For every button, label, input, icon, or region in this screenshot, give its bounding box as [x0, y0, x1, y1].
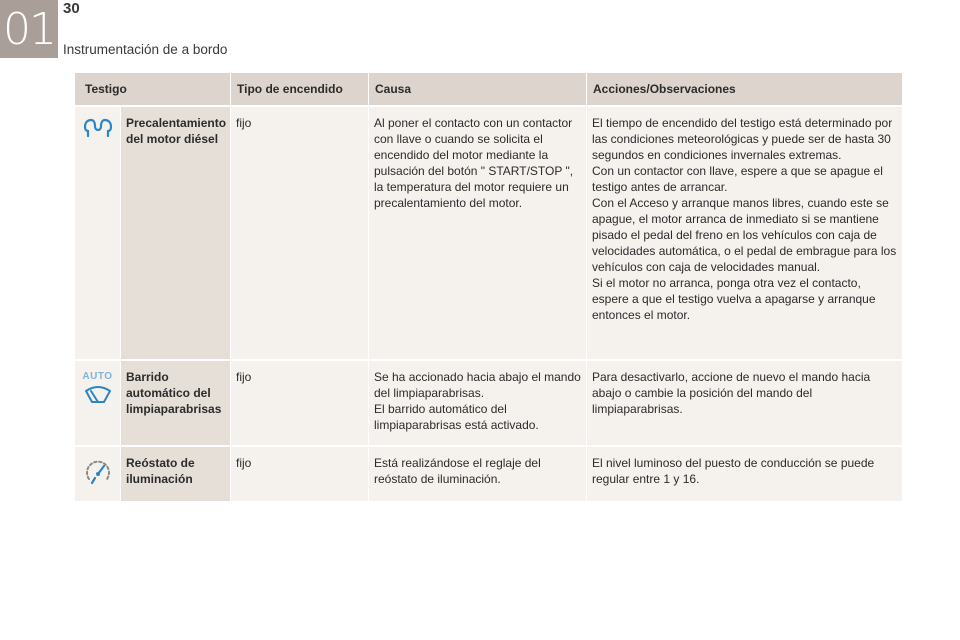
warning-name: Precalentamiento del motor diésel — [121, 105, 231, 359]
icon-cell — [75, 445, 121, 501]
table-row — [75, 359, 903, 445]
dimmer-icon — [83, 457, 113, 487]
causa-text: Está realizándose el reglaje del reóstato de iluminación. — [374, 456, 541, 486]
table-header-row — [75, 73, 903, 105]
tipo-cell: fijo — [231, 359, 369, 445]
header-acciones: Acciones/Observaciones — [587, 73, 903, 105]
causa-cell — [369, 359, 587, 445]
acciones-cell — [587, 359, 903, 445]
causa-cell — [369, 445, 587, 501]
acciones-text: Con un contactor con llave, espere a que se apague el testigo antes de arrancar. — [592, 164, 883, 194]
acciones-cell — [587, 445, 903, 501]
warning-name: Reóstato de iluminación — [121, 445, 231, 501]
table-row — [75, 445, 903, 501]
warning-name: Barrido automático del limpiaparabrisas — [121, 359, 231, 445]
causa-cell — [369, 105, 587, 359]
acciones-cell — [587, 105, 903, 359]
auto-wiper-icon — [83, 383, 113, 405]
causa-text: El barrido automático del limpiaparabrisas está activado. — [374, 402, 539, 432]
section-title: Instrumentación de a bordo — [63, 42, 228, 57]
header-tipo: Tipo de encendido — [231, 73, 369, 105]
chapter-tab: 01 — [0, 0, 58, 58]
glow-plug-icon — [83, 117, 113, 139]
tipo-cell: fijo — [231, 445, 369, 501]
acciones-text: Para desactivarlo, accione de nuevo el mando hacia abajo o cambie la posición del mando del limpiaparabrisas. — [592, 370, 871, 416]
table-row — [75, 105, 903, 359]
warning-lights-table — [75, 73, 903, 501]
page-number: 30 — [63, 0, 80, 17]
icon-cell — [75, 359, 121, 445]
acciones-text: Con el Acceso y arranque manos libres, cuando este se apague, el motor arranca de inmediato si se mantiene pisado el pedal del freno en los vehículos con caja de velocidades automática, o el pedal de embrague para los vehículos con caja de velocidades manual. — [592, 196, 897, 274]
causa-text: Al poner el contacto con un contactor con llave o cuando se solicita el encendido del motor mediante la pulsación del botón " START/STOP ", la temperatura del motor requiere un precalentamiento del motor. — [374, 116, 574, 210]
tipo-cell: fijo — [231, 105, 369, 359]
header-causa: Causa — [369, 73, 587, 105]
header-testigo: Testigo — [75, 73, 231, 105]
acciones-text: El nivel luminoso del puesto de conducción se puede regular entre 1 y 16. — [592, 456, 875, 486]
acciones-text: Si el motor no arranca, ponga otra vez el contacto, espere a que el testigo vuelva a apagarse y arranque entonces el motor. — [592, 276, 876, 322]
acciones-text: El tiempo de encendido del testigo está determinado por las condiciones meteorológicas y puede ser de hasta 30 segundos en condiciones invernales extremas. — [592, 116, 893, 162]
auto-label: AUTO — [82, 371, 113, 382]
causa-text: Se ha accionado hacia abajo el mando del limpiaparabrisas. — [374, 370, 581, 400]
icon-cell — [75, 105, 121, 359]
